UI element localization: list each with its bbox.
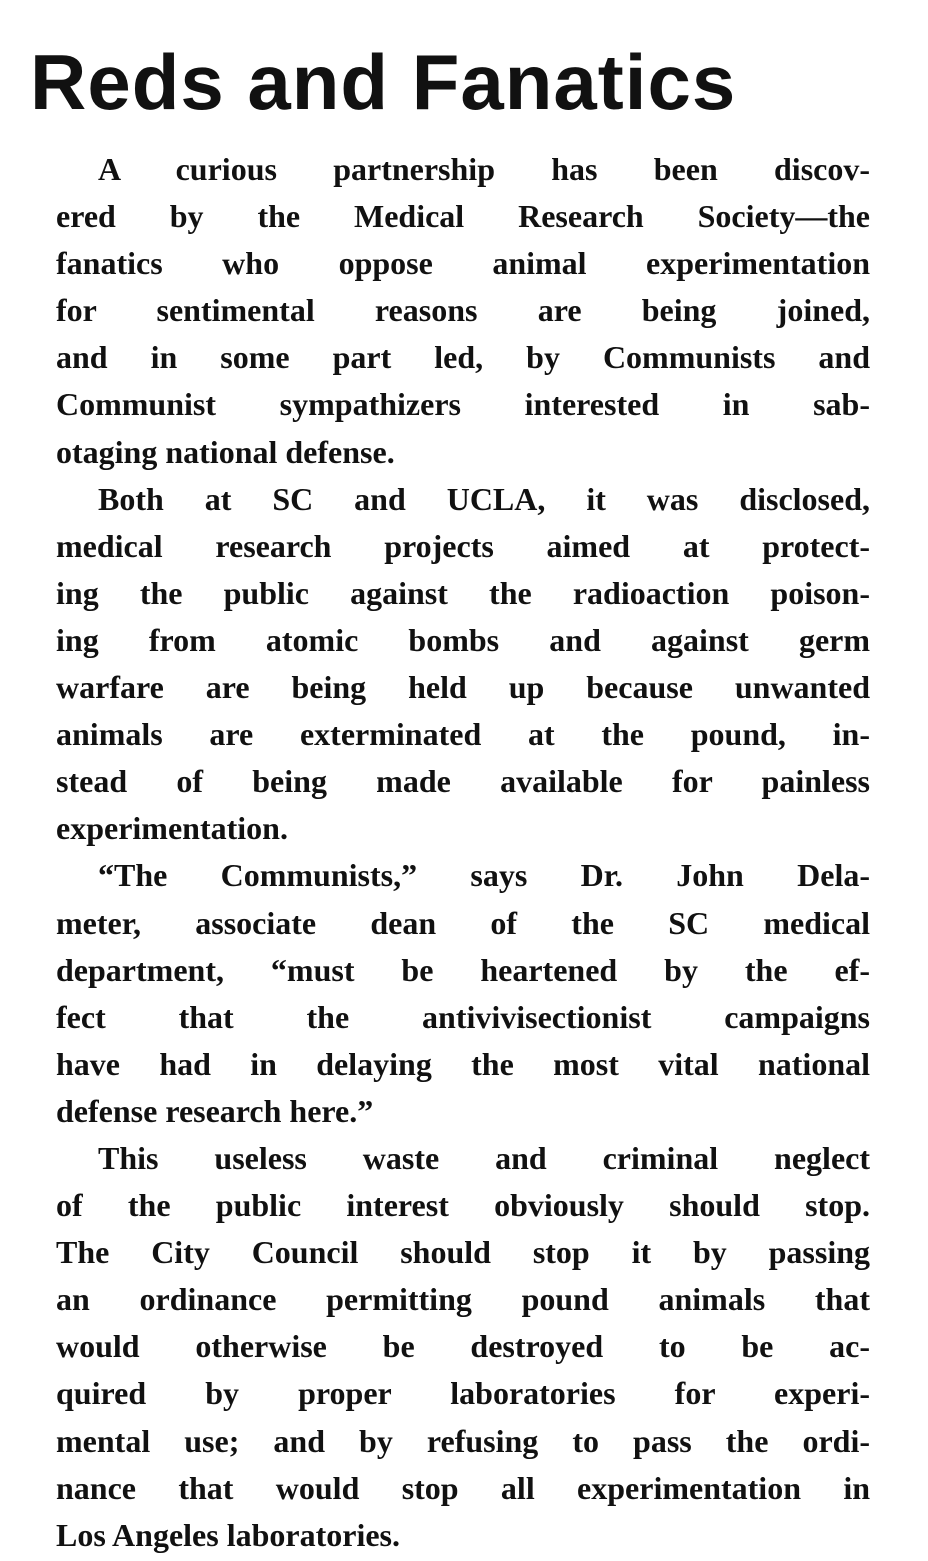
text-line: experimentation.	[56, 810, 288, 847]
text-line: animals are exterminated at the pound, in-	[56, 716, 870, 753]
article-headline: Reds and Fanatics	[30, 38, 737, 126]
text-line: mental use; and by refusing to pass the ordi-	[56, 1422, 870, 1459]
text-line: Both at SC and UCLA, it was disclosed,	[98, 480, 870, 517]
article-paragraph	[56, 146, 870, 476]
text-line: ered by the Medical Research Society—the	[56, 198, 870, 235]
article-body	[56, 146, 870, 1559]
text-line: an ordinance permitting pound animals that	[56, 1281, 870, 1318]
text-line: nance that would stop all experimentation in	[56, 1469, 870, 1506]
text-line: and in some part led, by Communists and	[56, 339, 870, 376]
article-paragraph	[56, 476, 870, 853]
text-line: otaging national defense.	[56, 433, 395, 470]
text-line: A curious partnership has been discov-	[98, 151, 870, 187]
text-line: Communist sympathizers interested in sab-	[56, 386, 870, 423]
text-line: ing the public against the radioaction poison-	[56, 574, 870, 611]
text-line: of the public interest obviously should stop.	[56, 1187, 870, 1224]
text-line: defense research here.”	[56, 1092, 374, 1129]
text-line: ing from atomic bombs and against germ	[56, 621, 870, 658]
text-line: quired by proper laboratories for experi-	[56, 1375, 870, 1412]
text-line: warfare are being held up because unwanted	[56, 669, 870, 706]
text-line: department, “must be heartened by the ef-	[56, 951, 870, 988]
text-line: This useless waste and criminal neglect	[98, 1139, 870, 1176]
text-line: would otherwise be destroyed to be ac-	[56, 1328, 870, 1365]
article-paragraph	[56, 852, 870, 1135]
text-line: meter, associate dean of the SC medical	[56, 904, 870, 941]
text-line: for sentimental reasons are being joined,	[56, 292, 870, 329]
text-line: have had in delaying the most vital national	[56, 1045, 870, 1082]
text-line: Los Angeles laboratories.	[56, 1516, 400, 1553]
article-paragraph	[56, 1135, 870, 1559]
text-line: “The Communists,” says Dr. John Dela-	[98, 857, 870, 894]
text-line: medical research projects aimed at protect-	[56, 527, 870, 564]
text-line: fanatics who oppose animal experimentation	[56, 245, 870, 282]
text-line: The City Council should stop it by passing	[56, 1234, 870, 1271]
text-line: fect that the antivivisectionist campaigns	[56, 998, 870, 1035]
text-line: stead of being made available for painless	[56, 763, 870, 800]
